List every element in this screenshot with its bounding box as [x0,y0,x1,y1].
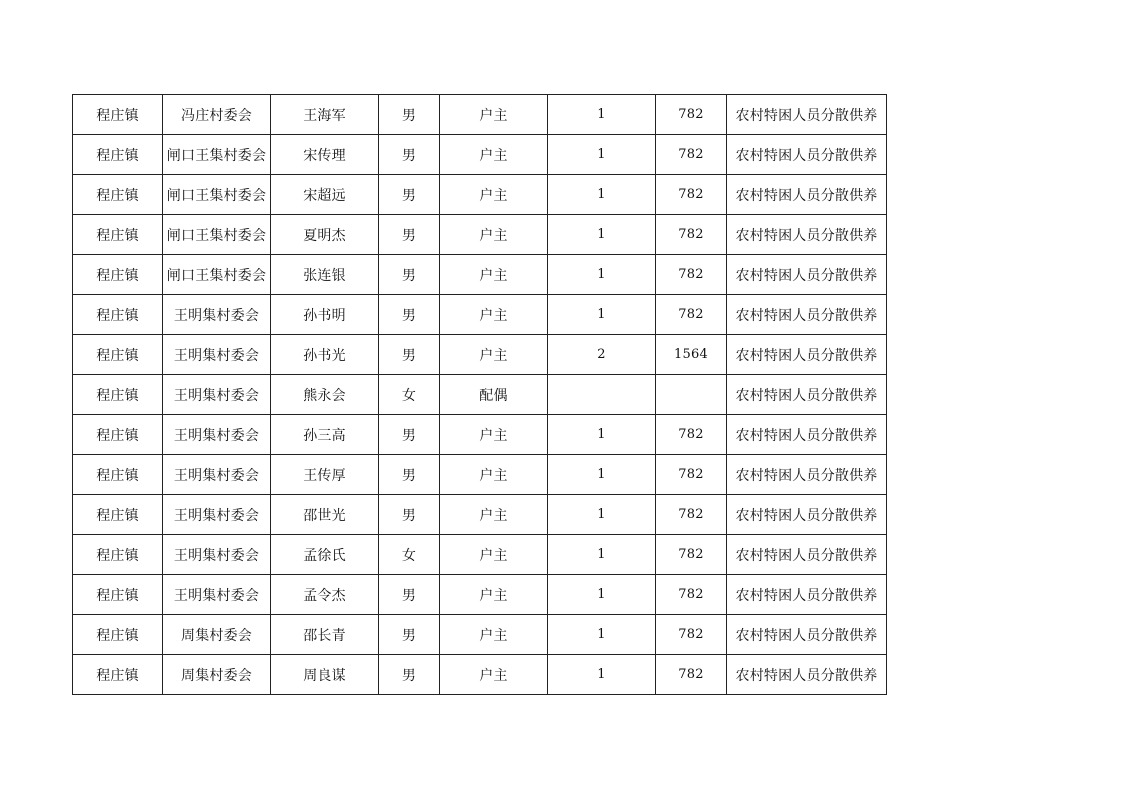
town-cell: 程庄镇 [73,175,163,215]
count-cell: 1 [548,535,656,575]
table-row [73,95,887,135]
village-cell: 王明集村委会 [163,455,271,495]
town-cell: 程庄镇 [73,615,163,655]
town-cell: 程庄镇 [73,95,163,135]
table-row [73,655,887,695]
category-cell: 农村特困人员分散供养 [727,95,887,135]
table-row [73,415,887,455]
town-cell: 程庄镇 [73,215,163,255]
count-cell: 1 [548,615,656,655]
village-cell: 王明集村委会 [163,295,271,335]
name-cell: 孙书明 [271,295,379,335]
amount-cell: 782 [656,175,727,215]
category-cell: 农村特困人员分散供养 [727,135,887,175]
count-cell: 1 [548,655,656,695]
name-cell: 宋传理 [271,135,379,175]
village-cell: 周集村委会 [163,615,271,655]
count-cell: 1 [548,135,656,175]
relation-cell: 户主 [440,295,548,335]
gender-cell: 男 [379,575,440,615]
village-cell: 王明集村委会 [163,415,271,455]
category-cell: 农村特困人员分散供养 [727,375,887,415]
table-row [73,455,887,495]
gender-cell: 男 [379,655,440,695]
gender-cell: 男 [379,215,440,255]
amount-cell: 782 [656,575,727,615]
category-cell: 农村特困人员分散供养 [727,415,887,455]
amount-cell: 782 [656,95,727,135]
count-cell: 1 [548,215,656,255]
name-cell: 孟令杰 [271,575,379,615]
name-cell: 孟徐氏 [271,535,379,575]
village-cell: 王明集村委会 [163,575,271,615]
category-cell: 农村特困人员分散供养 [727,615,887,655]
table-row [73,375,887,415]
town-cell: 程庄镇 [73,375,163,415]
category-cell: 农村特困人员分散供养 [727,455,887,495]
town-cell: 程庄镇 [73,295,163,335]
name-cell: 邵世光 [271,495,379,535]
count-cell: 1 [548,295,656,335]
name-cell: 孙三高 [271,415,379,455]
amount-cell: 782 [656,495,727,535]
town-cell: 程庄镇 [73,135,163,175]
village-cell: 冯庄村委会 [163,95,271,135]
village-cell: 周集村委会 [163,655,271,695]
relief-roster-table [72,94,887,695]
relation-cell: 户主 [440,335,548,375]
amount-cell: 782 [656,255,727,295]
name-cell: 熊永会 [271,375,379,415]
gender-cell: 男 [379,295,440,335]
category-cell: 农村特困人员分散供养 [727,175,887,215]
table-row [73,135,887,175]
gender-cell: 男 [379,255,440,295]
table-row [73,615,887,655]
table-row [73,295,887,335]
town-cell: 程庄镇 [73,575,163,615]
amount-cell: 782 [656,415,727,455]
relation-cell: 户主 [440,255,548,295]
relation-cell: 户主 [440,615,548,655]
gender-cell: 男 [379,335,440,375]
gender-cell: 男 [379,495,440,535]
table-row [73,535,887,575]
relation-cell: 配偶 [440,375,548,415]
amount-cell: 782 [656,535,727,575]
amount-cell [656,375,727,415]
town-cell: 程庄镇 [73,415,163,455]
amount-cell: 782 [656,135,727,175]
name-cell: 孙书光 [271,335,379,375]
village-cell: 闸口王集村委会 [163,175,271,215]
relation-cell: 户主 [440,135,548,175]
amount-cell: 1564 [656,335,727,375]
table-row [73,175,887,215]
gender-cell: 男 [379,135,440,175]
village-cell: 王明集村委会 [163,335,271,375]
town-cell: 程庄镇 [73,255,163,295]
gender-cell: 女 [379,375,440,415]
relation-cell: 户主 [440,535,548,575]
gender-cell: 男 [379,615,440,655]
name-cell: 邵长青 [271,615,379,655]
relation-cell: 户主 [440,455,548,495]
village-cell: 王明集村委会 [163,495,271,535]
relation-cell: 户主 [440,575,548,615]
category-cell: 农村特困人员分散供养 [727,255,887,295]
name-cell: 周良谋 [271,655,379,695]
table-row [73,255,887,295]
village-cell: 王明集村委会 [163,375,271,415]
count-cell: 2 [548,335,656,375]
amount-cell: 782 [656,295,727,335]
count-cell: 1 [548,175,656,215]
count-cell: 1 [548,255,656,295]
amount-cell: 782 [656,455,727,495]
town-cell: 程庄镇 [73,455,163,495]
category-cell: 农村特困人员分散供养 [727,535,887,575]
name-cell: 夏明杰 [271,215,379,255]
category-cell: 农村特困人员分散供养 [727,295,887,335]
town-cell: 程庄镇 [73,535,163,575]
table-row [73,575,887,615]
gender-cell: 男 [379,455,440,495]
name-cell: 王海军 [271,95,379,135]
category-cell: 农村特困人员分散供养 [727,575,887,615]
document-page [72,94,887,695]
count-cell [548,375,656,415]
relation-cell: 户主 [440,495,548,535]
gender-cell: 男 [379,175,440,215]
gender-cell: 女 [379,535,440,575]
village-cell: 闸口王集村委会 [163,255,271,295]
category-cell: 农村特困人员分散供养 [727,215,887,255]
relation-cell: 户主 [440,215,548,255]
count-cell: 1 [548,95,656,135]
category-cell: 农村特困人员分散供养 [727,495,887,535]
amount-cell: 782 [656,655,727,695]
count-cell: 1 [548,455,656,495]
relation-cell: 户主 [440,95,548,135]
category-cell: 农村特困人员分散供养 [727,655,887,695]
relation-cell: 户主 [440,175,548,215]
count-cell: 1 [548,575,656,615]
amount-cell: 782 [656,215,727,255]
village-cell: 闸口王集村委会 [163,135,271,175]
table-body [73,95,887,695]
town-cell: 程庄镇 [73,335,163,375]
count-cell: 1 [548,415,656,455]
name-cell: 王传厚 [271,455,379,495]
village-cell: 王明集村委会 [163,535,271,575]
relation-cell: 户主 [440,655,548,695]
gender-cell: 男 [379,95,440,135]
table-row [73,215,887,255]
village-cell: 闸口王集村委会 [163,215,271,255]
category-cell: 农村特困人员分散供养 [727,335,887,375]
gender-cell: 男 [379,415,440,455]
amount-cell: 782 [656,615,727,655]
relation-cell: 户主 [440,415,548,455]
table-row [73,335,887,375]
town-cell: 程庄镇 [73,655,163,695]
name-cell: 张连银 [271,255,379,295]
count-cell: 1 [548,495,656,535]
town-cell: 程庄镇 [73,495,163,535]
table-row [73,495,887,535]
name-cell: 宋超远 [271,175,379,215]
